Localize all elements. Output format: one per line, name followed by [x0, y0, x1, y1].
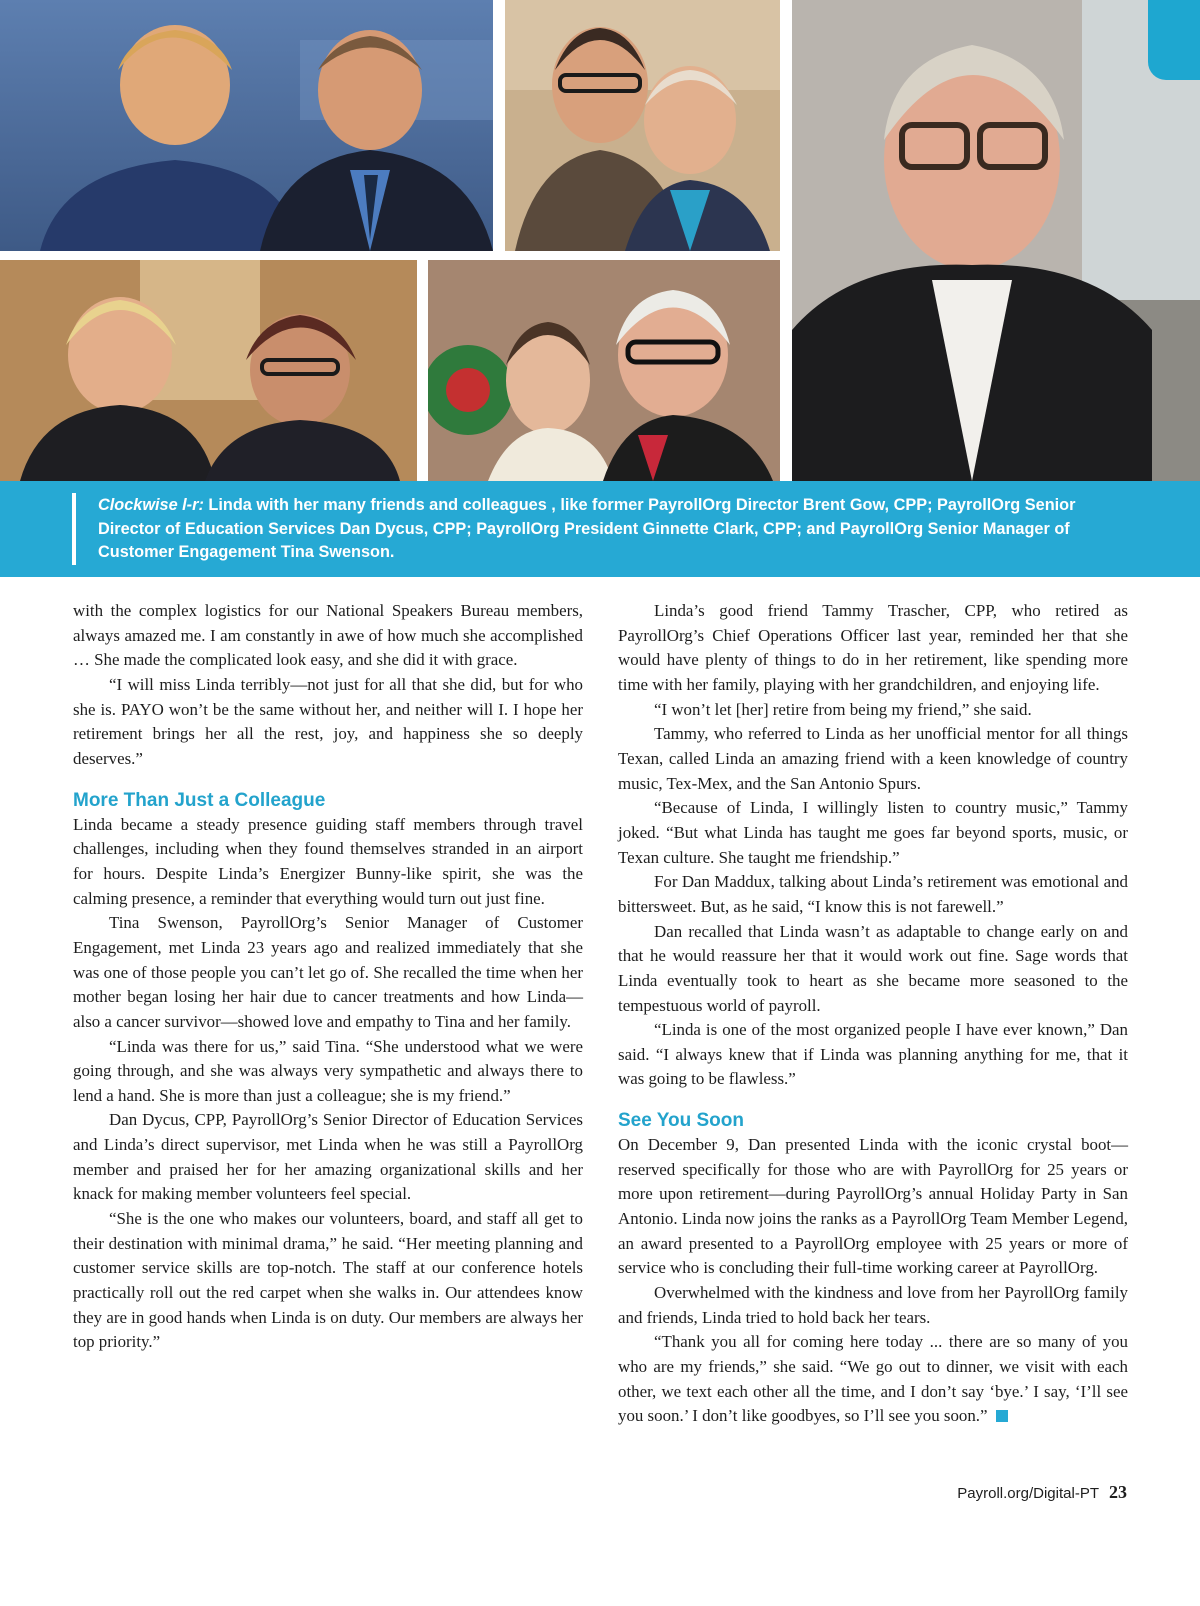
photo-linda-with-tina-swenson [0, 260, 417, 481]
footer-url: Payroll.org/Digital-PT [957, 1485, 1099, 1502]
photo-linda-portrait [792, 0, 1200, 481]
paragraph: “She is the one who makes our volunteers, board, and staff all get to their destination with minimal drama,” he said. “Her meeting planning and customer service skills are top-notch. The staff at our conference hotels practically roll out the red carpet when she walks in. Our attendees know they are in good hands when Linda is on duty. Our members are always her top priority.” [73, 1209, 583, 1352]
section-heading-see-you-soon: See You Soon [618, 1110, 744, 1132]
paragraph: For Dan Maddux, talking about Linda’s retirement was emotional and bittersweet. But, as he said, “I know this is not farewell.” [618, 872, 1128, 916]
photo-caption [98, 494, 1138, 565]
paragraph-text: “Thank you all for coming here today ... there are so many of you who are my friends,” she said. “We go out to dinner, we visit with each other, we text each other all the time, and I don’t say ‘bye.’ I say, ‘I’ll see you soon.’ I don’t like goodbyes, so I’ll see you soon.” [618, 1332, 1128, 1426]
paragraph: “Linda was there for us,” said Tina. “She understood what we were going through, and she was always very sympathetic and always there to lend a hand. She is more than just a colleague; she is my friend.” [73, 1036, 583, 1105]
photo-linda-with-brent-gow [0, 0, 493, 251]
caption-rule [72, 493, 76, 565]
paragraph: On December 9, Dan presented Linda with the iconic crystal boot—reserved specifically for those who are with PayrollOrg for 25 years or more upon retirement—during PayrollOrg’s annual Holiday Party in San Antonio. Linda now joins the ranks as a PayrollOrg Team Member Legend, an award presented to a PayrollOrg employee with 25 years or more of service who is concluding their full-time working career at PayrollOrg. [618, 1135, 1128, 1278]
paragraph: “Because of Linda, I willingly listen to country music,” Tammy joked. “But what Linda has taught me goes far beyond sports, music, or Texan culture. She taught me friendship.” [618, 798, 1128, 867]
paragraph: Dan recalled that Linda wasn’t as adaptable to change early on and that he would reassure her that it would work out fine. Sage words that Linda eventually took to heart as she became more seasoned to the tempestuous world of payroll. [618, 921, 1128, 1015]
paragraph: Tammy, who referred to Linda as her unofficial mentor for all things Texan, called Linda an amazing friend with a keen knowledge of country music, Tex-Mex, and the San Antonio Spurs. [618, 724, 1128, 793]
corner-tab [1148, 0, 1200, 80]
section-heading-colleague: More Than Just a Colleague [73, 789, 326, 811]
caption-lead: Clockwise l-r: [98, 496, 204, 514]
paragraph: “Linda is one of the most organized people I have ever known,” Dan said. “I always knew that if Linda was planning anything for me, that it was going to be flawless.” [618, 1020, 1128, 1089]
photo-dan-dycus-with-linda [505, 0, 780, 251]
page-number: 23 [1109, 1482, 1127, 1502]
end-mark-square-icon [996, 1410, 1008, 1422]
photo-ginnette-clark-with-linda [428, 260, 780, 481]
paragraph: Linda’s good friend Tammy Trascher, CPP, who retired as PayrollOrg’s Chief Operations Officer last year, reminded her that she would have plenty of things to do in her retirement, like spending more time with her family, playing with her grandchildren, and enjoying life. [618, 601, 1128, 694]
paragraph: with the complex logistics for our National Speakers Bureau members, always amazed me. I am constantly in awe of how much she accomplished … She made the complicated look easy, and she did it with grace. [73, 601, 583, 670]
paragraph: Overwhelmed with the kindness and love from her PayrollOrg family and friends, Linda tried to hold back her tears. [618, 1283, 1128, 1327]
right-column [618, 599, 1128, 1429]
paragraph: “I will miss Linda terribly—not just for all that she did, but for who she is. PAYO won’t be the same without her, and neither will I. I hope her retirement brings her all the rest, joy, and happiness she so deeply deserves.” [73, 674, 583, 768]
page-footer [957, 1482, 1127, 1503]
final-paragraph [618, 1330, 1128, 1429]
caption-text: Linda with her many friends and colleagues , like former PayrollOrg Director Brent Gow, CPP; PayrollOrg Senior Director of Education Services Dan Dycus, CPP; PayrollOrg President Ginnette Clark, CPP; and PayrollOrg Senior Manager of Customer Engagement Tina Swenson. [98, 496, 1076, 561]
paragraph: Tina Swenson, PayrollOrg’s Senior Manager of Customer Engagement, met Linda 23 years ago and realized immediately that she was one of those people you can’t let go of. She recalled the time when her mother began losing her hair due to cancer treatments and how Linda—also a cancer survivor—showed love and empathy to Tina and her family. [73, 913, 583, 1031]
paragraph: Linda became a steady presence guiding staff members through travel challenges, including when they found themselves stranded in an airport for hours. Despite Linda’s Energizer Bunny-like spirit, she was the calming presence, a reminder that everything would turn out just fine. [73, 814, 583, 908]
left-column [73, 599, 583, 1355]
paragraph: Dan Dycus, CPP, PayrollOrg’s Senior Director of Education Services and Linda’s direct supervisor, met Linda when he was still a PayrollOrg member and praised her for her amazing organizational skills and her knack for making member volunteers feel special. [73, 1110, 583, 1204]
paragraph: “I won’t let [her] retire from being my friend,” she said. [654, 699, 1032, 719]
